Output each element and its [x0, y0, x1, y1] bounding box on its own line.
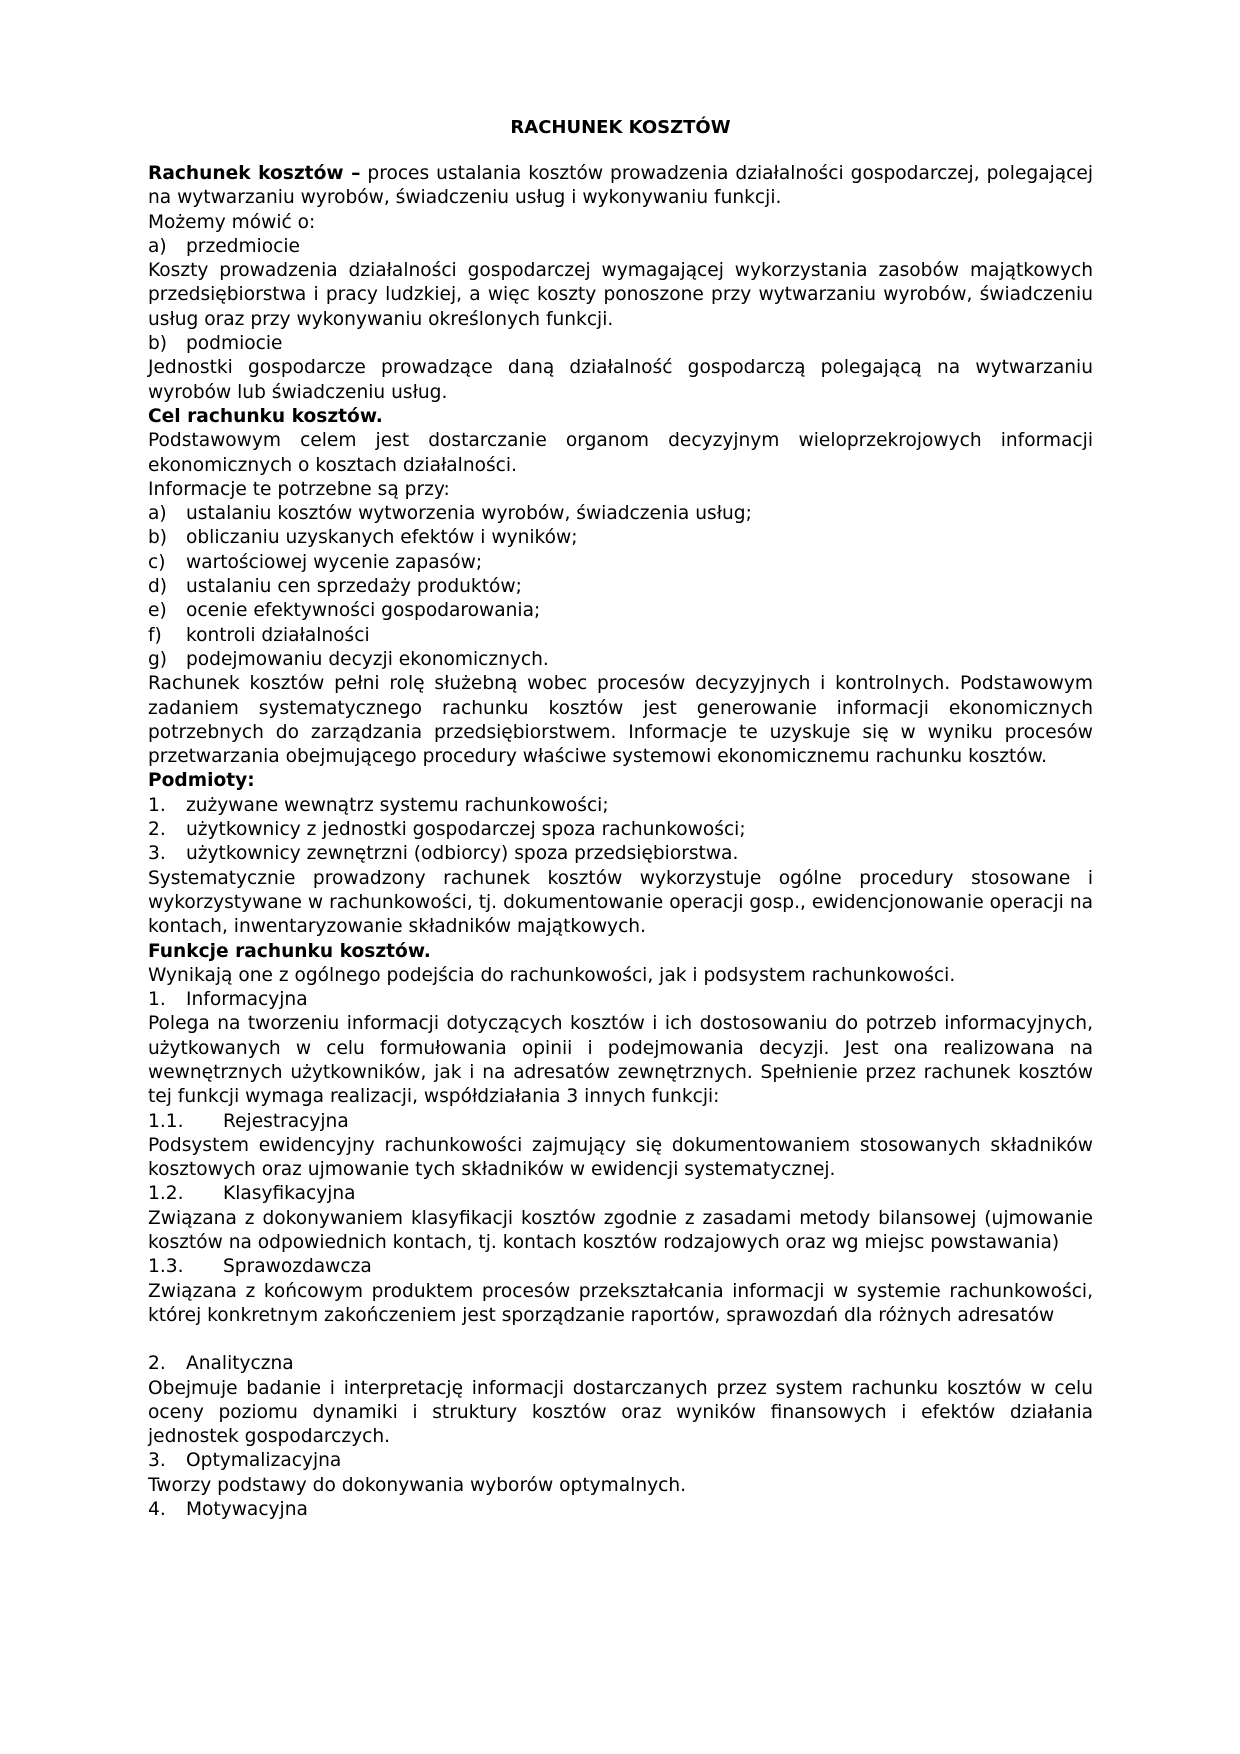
list-text: użytkownicy z jednostki gospodarczej spoza rachunkowości;	[186, 819, 746, 841]
intro-definition: proces ustalania kosztów prowadzenia działalności gospodarczej, polegającej na wytwarzaniu wyrobów, świadczeniu usług i wykonywaniu funkcji.	[148, 163, 1093, 209]
list-marker: 1.1.	[148, 1110, 184, 1132]
list-item	[148, 1182, 1093, 1206]
list-item	[148, 1498, 1093, 1522]
list-marker: b)	[148, 527, 168, 549]
list-marker: a)	[148, 235, 167, 257]
list-text: ocenie efektywności gospodarowania;	[186, 600, 541, 622]
function-paragraph: Polega na tworzeniu informacji dotyczących kosztów i ich dostosowaniu do potrzeb informacyjnych, użytkowanych w celu formułowania opinii i podejmowania decyzji. Jest ona realizowana na wewnętrznych użytkowników, jak i na adresatów zewnętrznych. Spełnienie przez rachunek kosztów tej funkcji wymaga realizacji, współdziałania 3 innych funkcji:	[148, 1013, 1093, 1108]
list-item	[148, 648, 1093, 672]
list-item	[148, 818, 1093, 842]
function-paragraph: Obejmuje badanie i interpretację informacji dostarczanych przez system rachunku kosztów w celu oceny poziomu dynamiki i struktury kosztów oraz wyników finansowych i efektów działania jednostek gospodarczych.	[148, 1377, 1093, 1448]
list-item	[148, 1449, 1093, 1473]
list-label: Sprawozdawcza	[223, 1256, 372, 1278]
intro-paragraph	[148, 162, 1093, 211]
list-marker: e)	[148, 600, 167, 622]
list-item	[148, 526, 1093, 550]
list-text: ustalaniu cen sprzedaży produktów;	[186, 576, 522, 598]
document-title: RACHUNEK KOSZTÓW	[510, 117, 731, 138]
list-label: Analityczna	[186, 1353, 294, 1375]
intro-term: Rachunek kosztów –	[148, 163, 361, 184]
list-marker: a)	[148, 503, 167, 525]
list-text: podejmowaniu decyzji ekonomicznych.	[186, 648, 549, 670]
list-text: zużywane wewnątrz systemu rachunkowości;	[186, 794, 609, 816]
list-marker: 1.	[148, 989, 166, 1011]
list-marker: b)	[148, 333, 168, 355]
list-label: przedmiocie	[186, 235, 300, 257]
list-marker: c)	[148, 551, 166, 573]
list-marker: 4.	[148, 1499, 166, 1521]
function-paragraph: Związana z końcowym produktem procesów przekształcania informacji w systemie rachunkowości, której konkretnym zakończeniem jest sporządzanie raportów, sprawozdań dla różnych adresatów	[148, 1280, 1093, 1326]
list-label: Informacyjna	[186, 989, 308, 1011]
list-text: ustalaniu kosztów wytworzenia wyrobów, świadczenia usług;	[186, 503, 752, 525]
aspect-paragraph: Koszty prowadzenia działalności gospodarczej wymagającej wykorzystania zasobów majątkowych przedsiębiorstwa i pracy ludzkiej, a więc koszty ponoszone przy wytwarzaniu wyrobów, świadczeniu usług oraz przy wykonywaniu określonych funkcji.	[148, 260, 1093, 330]
list-marker: 1.3.	[148, 1256, 184, 1278]
list-marker: 2.	[148, 819, 166, 841]
funkcje-intro: Wynikają one z ogólnego podejścia do rachunkowości, jak i podsystem rachunkowości.	[148, 964, 956, 986]
blank-line	[148, 1328, 1093, 1352]
list-label: Klasyfikacyjna	[223, 1183, 356, 1205]
list-item	[148, 332, 1093, 356]
list-label: Rejestracyjna	[223, 1110, 349, 1132]
list-text: obliczaniu uzyskanych efektów i wyników;	[186, 527, 578, 549]
list-text: użytkownicy zewnętrzni (odbiorcy) spoza przedsiębiorstwa.	[186, 843, 739, 865]
list-text: wartościowej wycenie zapasów;	[186, 551, 483, 573]
list-item	[148, 502, 1093, 526]
list-marker: g)	[148, 648, 168, 670]
aspect-paragraph: Jednostki gospodarcze prowadzące daną działalność gospodarczą polegającą na wytwarzaniu wyrobów lub świadczeniu usług.	[148, 357, 1093, 403]
section-heading-podmioty: Podmioty:	[148, 770, 255, 792]
list-marker: f)	[148, 624, 162, 646]
document-body	[148, 162, 1093, 1522]
list-item	[148, 1352, 1093, 1376]
cel-list-intro: Informacje te potrzebne są przy:	[148, 478, 450, 500]
list-item	[148, 235, 1093, 259]
list-marker: 2.	[148, 1353, 166, 1375]
list-label: podmiocie	[186, 333, 283, 355]
list-item	[148, 624, 1093, 648]
list-marker: 1.2.	[148, 1183, 184, 1205]
function-paragraph: Podsystem ewidencyjny rachunkowości zajmujący się dokumentowaniem stosowanych składników kosztowych oraz ujmowanie tych składników w ewidencji systematycznej.	[148, 1134, 1093, 1181]
list-item	[148, 575, 1093, 599]
list-text: kontroli działalności	[186, 624, 370, 646]
function-paragraph: Tworzy podstawy do dokonywania wyborów optymalnych.	[148, 1474, 687, 1496]
list-marker: 1.	[148, 794, 166, 816]
list-label: Motywacyjna	[186, 1499, 308, 1521]
list-item	[148, 1110, 1093, 1134]
cel-closing-paragraph: Rachunek kosztów pełni rolę służebną wobec procesów decyzyjnych i kontrolnych. Podstawowym zadaniem systematycznego rachunku kosztów jest generowanie informacji ekonomicznych potrzebnych do zarządzania przedsiębiorstwem. Informacje te uzyskuje się w wyniku procesów przetwarzania obejmującego procedury właściwe systemowi ekonomicznemu rachunku kosztów.	[148, 673, 1093, 768]
list-marker: 3.	[148, 1450, 166, 1472]
list-marker: d)	[148, 576, 168, 598]
list-item	[148, 551, 1093, 575]
list-label: Optymalizacyjna	[186, 1450, 342, 1472]
list-marker: 3.	[148, 843, 166, 865]
list-item	[148, 988, 1093, 1012]
mozemy-mowic-line: Możemy mówić o:	[148, 211, 316, 233]
list-item	[148, 794, 1093, 818]
list-item	[148, 599, 1093, 623]
list-item	[148, 842, 1093, 866]
function-paragraph: Związana z dokonywaniem klasyfikacji kosztów zgodnie z zasadami metody bilansowej (ujmowanie kosztów na odpowiednich kontach, tj. kontach kosztów rodzajowych oraz wg miejsc powstawania)	[148, 1207, 1093, 1254]
section-heading-funkcje: Funkcje rachunku kosztów.	[148, 940, 431, 962]
cel-paragraph: Podstawowym celem jest dostarczanie organom decyzyjnym wieloprzekrojowych informacji ekonomicznych o kosztach działalności.	[148, 430, 1093, 476]
podmioty-closing-paragraph: Systematycznie prowadzony rachunek kosztów wykorzystuje ogólne procedury stosowane i wykorzystywane w rachunkowości, tj. dokumentowanie operacji gosp., ewidencjonowanie operacji na kontach, inwentaryzowanie składników majątkowych.	[148, 867, 1093, 938]
section-heading-cel: Cel rachunku kosztów.	[148, 405, 383, 427]
list-item	[148, 1255, 1093, 1279]
